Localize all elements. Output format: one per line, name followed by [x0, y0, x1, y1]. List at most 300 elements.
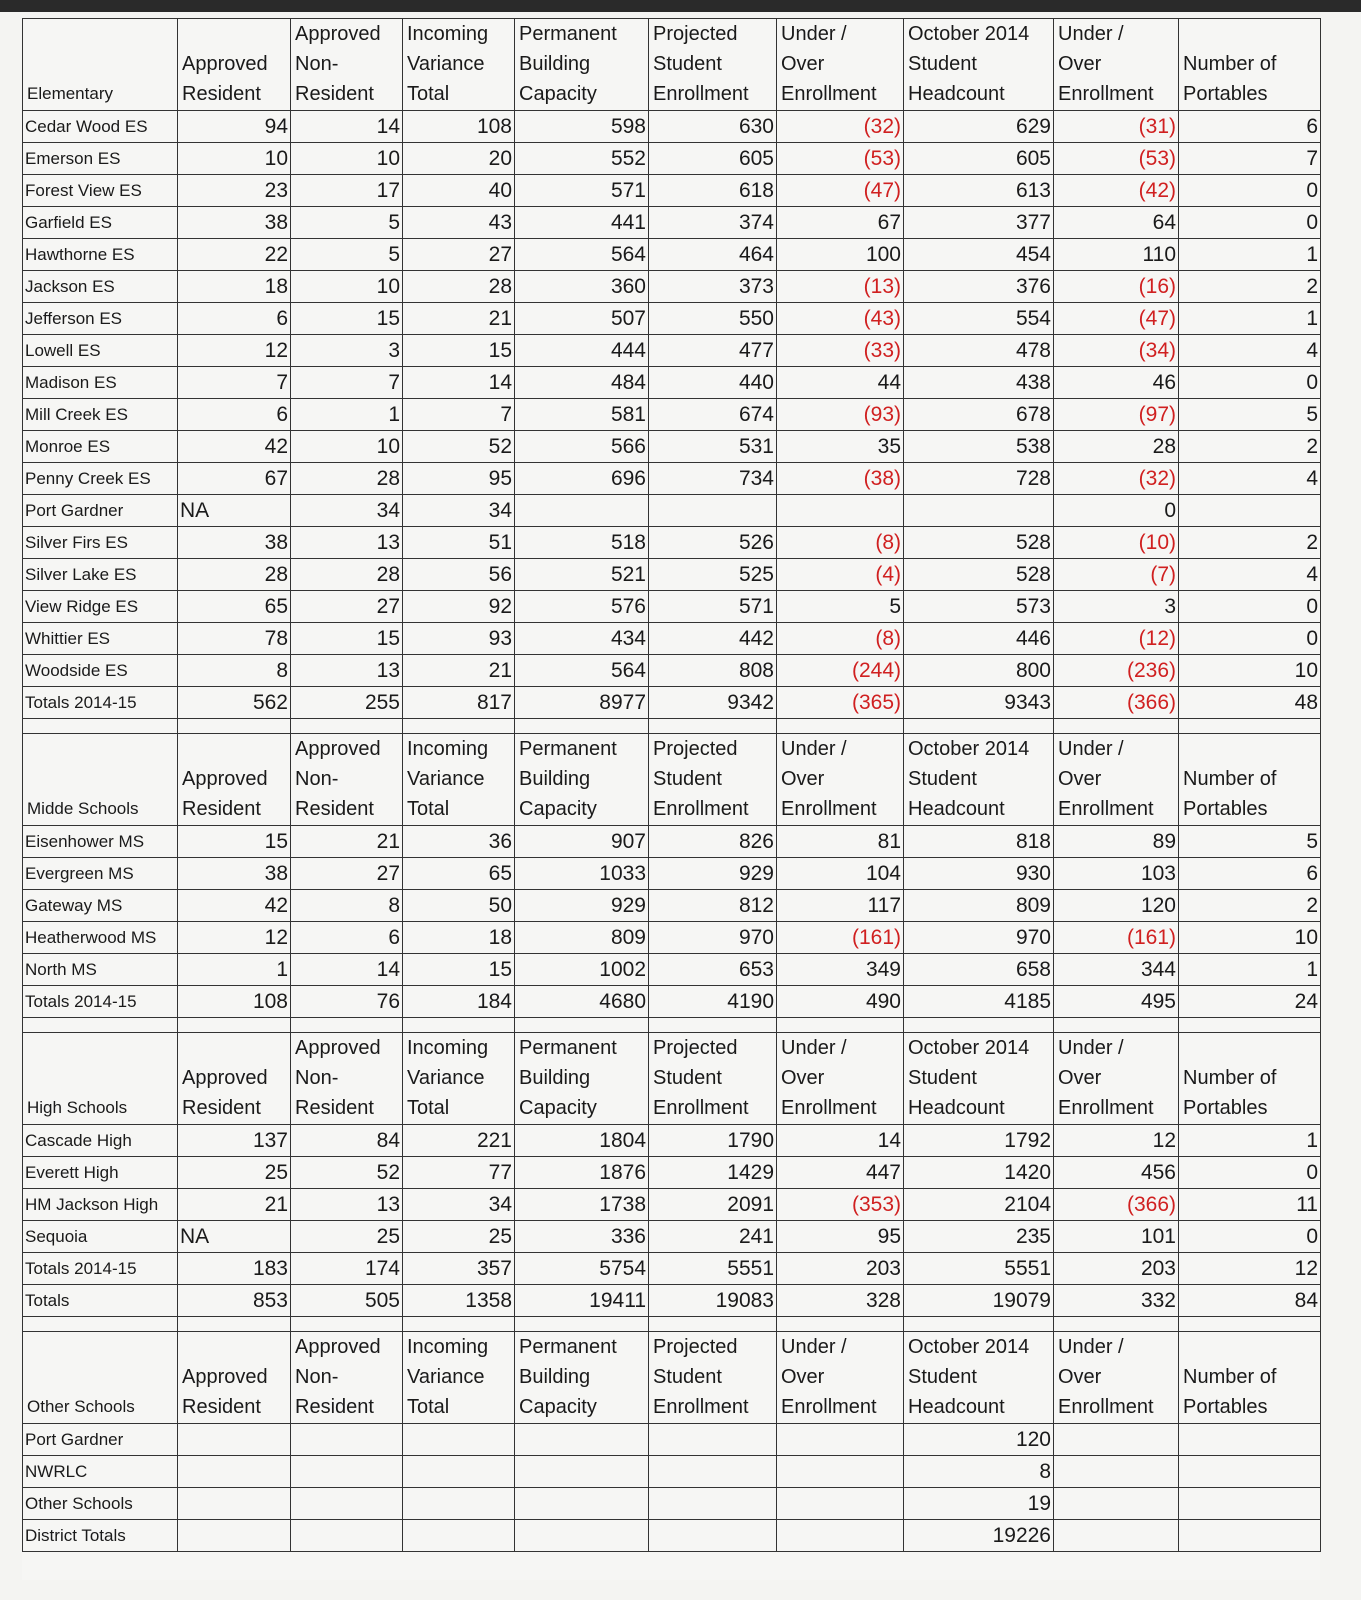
- value-cell: 28: [178, 559, 291, 591]
- school-name-cell: View Ridge ES: [23, 591, 178, 623]
- value-cell: 17: [291, 175, 403, 207]
- table-row: [23, 1157, 1321, 1189]
- value-cell: (47): [1054, 303, 1179, 335]
- value-cell: [403, 1456, 515, 1488]
- value-cell: [777, 1488, 904, 1520]
- value-cell: 1792: [904, 1125, 1054, 1157]
- column-header: [403, 734, 515, 826]
- value-cell: [291, 1456, 403, 1488]
- section-title: Elementary: [23, 19, 178, 111]
- value-cell: 0: [1179, 1221, 1321, 1253]
- value-cell: 1876: [515, 1157, 649, 1189]
- spacer-cell: [777, 719, 904, 734]
- value-cell: 28: [403, 271, 515, 303]
- value-cell: (353): [777, 1189, 904, 1221]
- column-header-line: Over: [781, 768, 825, 790]
- value-cell: (244): [777, 655, 904, 687]
- column-header-line: Headcount: [908, 83, 1005, 105]
- column-header: [649, 19, 777, 111]
- column-header-line: [1183, 1332, 1318, 1362]
- value-cell: 518: [515, 527, 649, 559]
- column-header-line: Building: [519, 1067, 591, 1089]
- value-cell: 203: [777, 1253, 904, 1285]
- school-name-cell: Everett High: [23, 1157, 178, 1189]
- school-name-cell: Woodside ES: [23, 655, 178, 687]
- table-row: [23, 143, 1321, 175]
- column-header-line: Resident: [295, 798, 374, 820]
- value-cell: 14: [777, 1125, 904, 1157]
- value-cell: 581: [515, 399, 649, 431]
- value-cell: 2: [1179, 271, 1321, 303]
- value-cell: 930: [904, 858, 1054, 890]
- school-name-cell: Totals: [23, 1285, 178, 1317]
- column-header-line: Under /: [1058, 738, 1124, 760]
- value-cell: 1: [291, 399, 403, 431]
- value-cell: 11: [1179, 1189, 1321, 1221]
- column-header-line: Student: [653, 1067, 722, 1089]
- column-header-line: Number of: [1183, 1366, 1277, 1388]
- spacer-cell: [403, 719, 515, 734]
- value-cell: 65: [178, 591, 291, 623]
- value-cell: [178, 1520, 291, 1552]
- value-cell: 528: [904, 559, 1054, 591]
- column-header-line: [1183, 19, 1318, 49]
- value-cell: 137: [178, 1125, 291, 1157]
- value-cell: 5: [1179, 826, 1321, 858]
- table-row: [23, 1189, 1321, 1221]
- column-header-line: [1183, 1033, 1318, 1063]
- column-header-line: Total: [407, 1396, 450, 1418]
- column-header-line: Approved: [295, 738, 381, 760]
- column-header-line: Portables: [1183, 83, 1268, 105]
- value-cell: 0: [1179, 623, 1321, 655]
- column-header-line: Over: [781, 1067, 825, 1089]
- value-cell: 101: [1054, 1221, 1179, 1253]
- column-header-line: Over: [1058, 53, 1102, 75]
- value-cell: 332: [1054, 1285, 1179, 1317]
- value-cell: (43): [777, 303, 904, 335]
- value-cell: 5: [1179, 399, 1321, 431]
- value-cell: 357: [403, 1253, 515, 1285]
- value-cell: 15: [291, 303, 403, 335]
- value-cell: 48: [1179, 687, 1321, 719]
- value-cell: (365): [777, 687, 904, 719]
- column-header-line: Over: [781, 1366, 825, 1388]
- school-name-cell: Monroe ES: [23, 431, 178, 463]
- value-cell: 653: [649, 954, 777, 986]
- column-header-line: Enrollment: [1058, 1097, 1154, 1119]
- value-cell: NA: [178, 1221, 291, 1253]
- value-cell: [777, 1424, 904, 1456]
- column-header-line: Resident: [182, 798, 261, 820]
- value-cell: 5: [291, 239, 403, 271]
- school-name-cell: Silver Firs ES: [23, 527, 178, 559]
- value-cell: 538: [904, 431, 1054, 463]
- value-cell: 92: [403, 591, 515, 623]
- value-cell: 65: [403, 858, 515, 890]
- column-header: [777, 1332, 904, 1424]
- column-header: [904, 1033, 1054, 1125]
- value-cell: (93): [777, 399, 904, 431]
- value-cell: [403, 1488, 515, 1520]
- value-cell: 373: [649, 271, 777, 303]
- column-header: [649, 1033, 777, 1125]
- value-cell: [1054, 1488, 1179, 1520]
- column-header-line: Approved: [295, 1336, 381, 1358]
- value-cell: 19: [904, 1488, 1054, 1520]
- value-cell: (10): [1054, 527, 1179, 559]
- value-cell: 571: [515, 175, 649, 207]
- column-header: [515, 734, 649, 826]
- column-header-line: Approved: [182, 1067, 268, 1089]
- column-header: [178, 1332, 291, 1424]
- column-header-line: Permanent: [519, 1336, 617, 1358]
- value-cell: 24: [1179, 986, 1321, 1018]
- value-cell: 507: [515, 303, 649, 335]
- value-cell: 696: [515, 463, 649, 495]
- value-cell: [649, 1456, 777, 1488]
- value-cell: [1054, 1424, 1179, 1456]
- column-header-line: Resident: [182, 1097, 261, 1119]
- column-header-line: Number of: [1183, 1067, 1277, 1089]
- school-name-cell: Sequoia: [23, 1221, 178, 1253]
- value-cell: 478: [904, 335, 1054, 367]
- table-row: [23, 335, 1321, 367]
- value-cell: 28: [291, 559, 403, 591]
- spacer-cell: [777, 1018, 904, 1033]
- school-name-cell: Eisenhower MS: [23, 826, 178, 858]
- value-cell: 25: [403, 1221, 515, 1253]
- column-header-line: Portables: [1183, 1097, 1268, 1119]
- section-spacer-row: [23, 1317, 1321, 1332]
- column-header-line: Enrollment: [1058, 1396, 1154, 1418]
- value-cell: 573: [904, 591, 1054, 623]
- value-cell: 817: [403, 687, 515, 719]
- value-cell: (13): [777, 271, 904, 303]
- value-cell: 525: [649, 559, 777, 591]
- spacer-cell: [23, 719, 178, 734]
- value-cell: 10: [1179, 655, 1321, 687]
- value-cell: 2091: [649, 1189, 777, 1221]
- totals-row: [23, 1285, 1321, 1317]
- value-cell: 18: [403, 922, 515, 954]
- value-cell: (42): [1054, 175, 1179, 207]
- value-cell: 14: [291, 111, 403, 143]
- value-cell: [178, 1424, 291, 1456]
- value-cell: [777, 1456, 904, 1488]
- value-cell: 15: [291, 623, 403, 655]
- table-row: [23, 399, 1321, 431]
- value-cell: 38: [178, 207, 291, 239]
- section-title: Midde Schools: [23, 734, 178, 826]
- column-header-line: Variance: [407, 1067, 485, 1089]
- column-header-line: [182, 1332, 288, 1362]
- column-header-line: Variance: [407, 53, 485, 75]
- table-row: [23, 858, 1321, 890]
- value-cell: 1790: [649, 1125, 777, 1157]
- school-name-cell: Madison ES: [23, 367, 178, 399]
- value-cell: 566: [515, 431, 649, 463]
- value-cell: 552: [515, 143, 649, 175]
- value-cell: 818: [904, 826, 1054, 858]
- value-cell: 6: [178, 399, 291, 431]
- column-header-line: Under /: [781, 1336, 847, 1358]
- spacer-cell: [515, 1317, 649, 1332]
- value-cell: (12): [1054, 623, 1179, 655]
- column-header-line: Under /: [781, 23, 847, 45]
- value-cell: 78: [178, 623, 291, 655]
- value-cell: 10: [178, 143, 291, 175]
- spacer-cell: [515, 1018, 649, 1033]
- value-cell: 40: [403, 175, 515, 207]
- value-cell: 34: [403, 1189, 515, 1221]
- value-cell: [777, 495, 904, 527]
- value-cell: 2104: [904, 1189, 1054, 1221]
- value-cell: 38: [178, 858, 291, 890]
- table-row: [23, 111, 1321, 143]
- value-cell: [1179, 1424, 1321, 1456]
- value-cell: 100: [777, 239, 904, 271]
- value-cell: 800: [904, 655, 1054, 687]
- column-header-line: Incoming: [407, 1336, 489, 1358]
- value-cell: 108: [178, 986, 291, 1018]
- value-cell: 1: [1179, 239, 1321, 271]
- column-header: [904, 734, 1054, 826]
- value-cell: 1420: [904, 1157, 1054, 1189]
- value-cell: 505: [291, 1285, 403, 1317]
- value-cell: 6: [178, 303, 291, 335]
- column-header-line: Enrollment: [653, 83, 749, 105]
- spacer-cell: [1179, 1317, 1321, 1332]
- school-name-cell: North MS: [23, 954, 178, 986]
- value-cell: 3: [291, 335, 403, 367]
- value-cell: 13: [291, 527, 403, 559]
- column-header-line: Over: [781, 53, 825, 75]
- column-header-line: Student: [908, 1366, 977, 1388]
- column-header-line: Approved: [182, 53, 268, 75]
- value-cell: 174: [291, 1253, 403, 1285]
- value-cell: 6: [291, 922, 403, 954]
- value-cell: 117: [777, 890, 904, 922]
- column-header-line: Variance: [407, 768, 485, 790]
- column-header: [403, 19, 515, 111]
- spacer-cell: [649, 719, 777, 734]
- table-row: [23, 463, 1321, 495]
- value-cell: 630: [649, 111, 777, 143]
- spacer-cell: [904, 719, 1054, 734]
- value-cell: 19079: [904, 1285, 1054, 1317]
- column-header: [403, 1033, 515, 1125]
- spacer-cell: [649, 1018, 777, 1033]
- value-cell: (16): [1054, 271, 1179, 303]
- value-cell: 1429: [649, 1157, 777, 1189]
- school-name-cell: Port Gardner: [23, 1424, 178, 1456]
- value-cell: 605: [649, 143, 777, 175]
- value-cell: 19083: [649, 1285, 777, 1317]
- value-cell: 562: [178, 687, 291, 719]
- value-cell: 809: [904, 890, 1054, 922]
- value-cell: 0: [1054, 495, 1179, 527]
- value-cell: 10: [1179, 922, 1321, 954]
- value-cell: [403, 1424, 515, 1456]
- value-cell: 328: [777, 1285, 904, 1317]
- value-cell: 89: [1054, 826, 1179, 858]
- value-cell: 184: [403, 986, 515, 1018]
- value-cell: 2: [1179, 890, 1321, 922]
- school-name-cell: Totals 2014-15: [23, 1253, 178, 1285]
- table-row: [23, 207, 1321, 239]
- column-header-line: Over: [1058, 768, 1102, 790]
- value-cell: 23: [178, 175, 291, 207]
- value-cell: 809: [515, 922, 649, 954]
- column-header: [515, 1332, 649, 1424]
- column-header-line: Building: [519, 768, 591, 790]
- column-header-line: Projected: [653, 1336, 738, 1358]
- table-row: [23, 495, 1321, 527]
- column-header-line: Under /: [781, 738, 847, 760]
- value-cell: NA: [178, 495, 291, 527]
- spacer-cell: [1054, 719, 1179, 734]
- value-cell: 34: [291, 495, 403, 527]
- value-cell: 4: [1179, 335, 1321, 367]
- value-cell: (366): [1054, 687, 1179, 719]
- value-cell: [515, 1456, 649, 1488]
- column-header-line: Approved: [182, 1366, 268, 1388]
- value-cell: 360: [515, 271, 649, 303]
- school-name-cell: Cedar Wood ES: [23, 111, 178, 143]
- column-header: [178, 734, 291, 826]
- value-cell: 7: [403, 399, 515, 431]
- column-header-line: Student: [653, 53, 722, 75]
- value-cell: 442: [649, 623, 777, 655]
- value-cell: 9343: [904, 687, 1054, 719]
- section-title: High Schools: [23, 1033, 178, 1125]
- spacer-cell: [23, 1317, 178, 1332]
- value-cell: 42: [178, 431, 291, 463]
- column-header-line: Projected: [653, 738, 738, 760]
- school-name-cell: Silver Lake ES: [23, 559, 178, 591]
- column-header: [1054, 734, 1179, 826]
- value-cell: 929: [649, 858, 777, 890]
- value-cell: 438: [904, 367, 1054, 399]
- column-header-line: Under /: [781, 1037, 847, 1059]
- value-cell: 0: [1179, 1157, 1321, 1189]
- value-cell: [1179, 495, 1321, 527]
- spacer-cell: [178, 1317, 291, 1332]
- table-row: [23, 271, 1321, 303]
- totals-row: [23, 1253, 1321, 1285]
- value-cell: 0: [1179, 175, 1321, 207]
- value-cell: 15: [403, 335, 515, 367]
- enrollment-spreadsheet: [22, 18, 1320, 1580]
- value-cell: 221: [403, 1125, 515, 1157]
- column-header-line: Number of: [1183, 53, 1277, 75]
- value-cell: 94: [178, 111, 291, 143]
- value-cell: 444: [515, 335, 649, 367]
- school-name-cell: Port Gardner: [23, 495, 178, 527]
- value-cell: 241: [649, 1221, 777, 1253]
- value-cell: 6: [1179, 858, 1321, 890]
- value-cell: 826: [649, 826, 777, 858]
- value-cell: [291, 1424, 403, 1456]
- school-name-cell: Jackson ES: [23, 271, 178, 303]
- value-cell: 554: [904, 303, 1054, 335]
- column-header-line: Capacity: [519, 83, 597, 105]
- value-cell: 93: [403, 623, 515, 655]
- value-cell: 56: [403, 559, 515, 591]
- spacer-cell: [904, 1018, 1054, 1033]
- column-header: [904, 19, 1054, 111]
- value-cell: 598: [515, 111, 649, 143]
- column-header-line: Resident: [295, 83, 374, 105]
- value-cell: 42: [178, 890, 291, 922]
- column-header: [178, 1033, 291, 1125]
- value-cell: 7: [291, 367, 403, 399]
- value-cell: 490: [777, 986, 904, 1018]
- column-header-line: [1183, 734, 1318, 764]
- value-cell: [291, 1520, 403, 1552]
- value-cell: 1738: [515, 1189, 649, 1221]
- value-cell: [515, 1488, 649, 1520]
- value-cell: (8): [777, 623, 904, 655]
- column-header-line: Non-: [295, 1067, 339, 1089]
- value-cell: 28: [1054, 431, 1179, 463]
- spacer-cell: [1179, 1018, 1321, 1033]
- value-cell: 3: [1054, 591, 1179, 623]
- column-header-line: Student: [908, 53, 977, 75]
- value-cell: [649, 495, 777, 527]
- value-cell: (34): [1054, 335, 1179, 367]
- value-cell: 929: [515, 890, 649, 922]
- table-row: [23, 922, 1321, 954]
- value-cell: 440: [649, 367, 777, 399]
- value-cell: [1054, 1520, 1179, 1552]
- spacer-cell: [291, 1018, 403, 1033]
- column-header-line: Non-: [295, 1366, 339, 1388]
- value-cell: 0: [1179, 591, 1321, 623]
- column-header-line: Resident: [295, 1396, 374, 1418]
- column-header-line: Non-: [295, 53, 339, 75]
- column-header-line: Approved: [182, 768, 268, 790]
- section-header-row: [23, 19, 1321, 111]
- school-name-cell: Jefferson ES: [23, 303, 178, 335]
- value-cell: 13: [291, 1189, 403, 1221]
- value-cell: 349: [777, 954, 904, 986]
- value-cell: 1: [1179, 954, 1321, 986]
- column-header-line: Enrollment: [653, 798, 749, 820]
- column-header: [403, 1332, 515, 1424]
- value-cell: 434: [515, 623, 649, 655]
- value-cell: 495: [1054, 986, 1179, 1018]
- value-cell: 25: [178, 1157, 291, 1189]
- value-cell: 12: [178, 335, 291, 367]
- column-header-line: Approved: [295, 1037, 381, 1059]
- value-cell: 484: [515, 367, 649, 399]
- value-cell: 183: [178, 1253, 291, 1285]
- value-cell: [649, 1488, 777, 1520]
- column-header-line: Student: [653, 768, 722, 790]
- value-cell: 5: [777, 591, 904, 623]
- value-cell: 374: [649, 207, 777, 239]
- value-cell: 12: [178, 922, 291, 954]
- value-cell: 853: [178, 1285, 291, 1317]
- value-cell: 255: [291, 687, 403, 719]
- value-cell: 52: [403, 431, 515, 463]
- column-header-line: Headcount: [908, 798, 1005, 820]
- value-cell: 22: [178, 239, 291, 271]
- column-header-line: Total: [407, 798, 450, 820]
- value-cell: 104: [777, 858, 904, 890]
